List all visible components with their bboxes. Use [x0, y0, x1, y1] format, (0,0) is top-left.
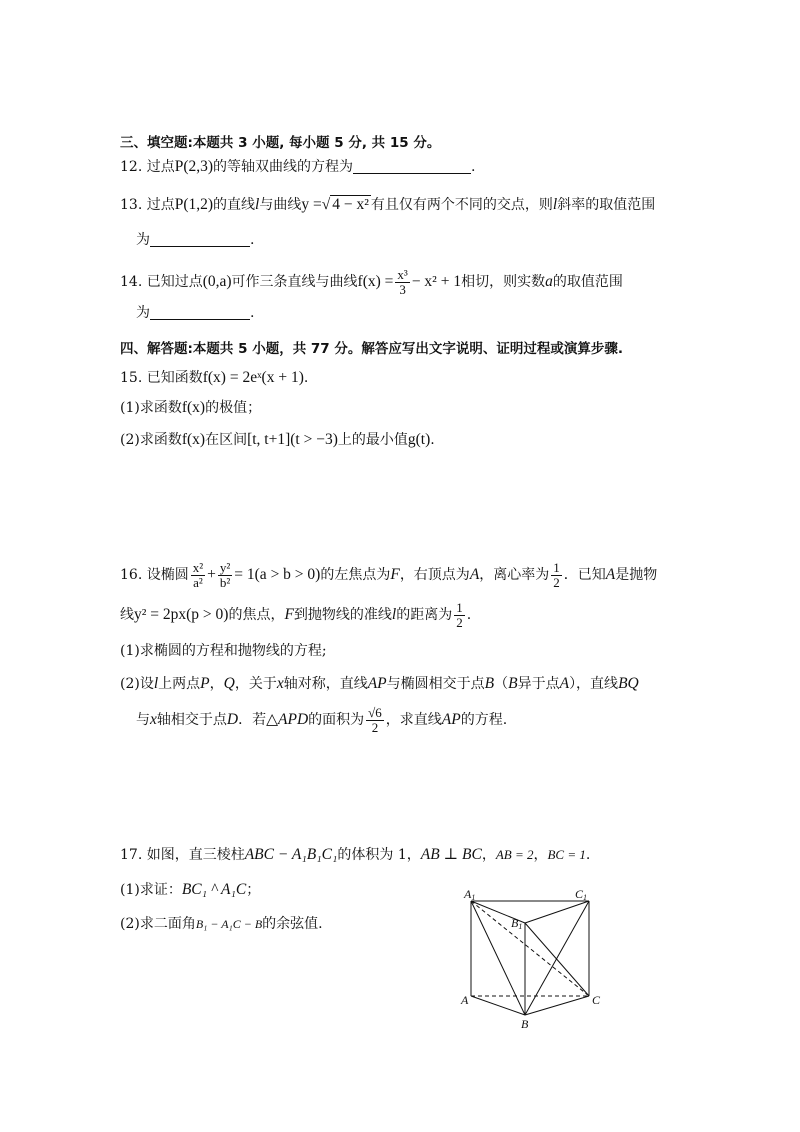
q15-text-1: 已知函数	[146, 370, 203, 386]
q14-func-lhs: f(x) =	[357, 273, 394, 291]
q17-number: 17.	[120, 847, 143, 863]
q14-var-a: a	[545, 273, 553, 291]
question-15-part-1: (1)求函数f(x)的极值；	[120, 399, 262, 416]
label-C1: C1	[575, 887, 588, 902]
q16-frac-x: $\frac{\text{x²}}{\text{a²}}$	[192, 559, 204, 590]
question-16-part-2-cont: 与x轴相交于点D．若△APD的面积为 $\frac{√6}{2}$ ，求直线AP的方程.	[136, 704, 508, 735]
section-4-heading: 四、解答题:本题共 5 小题，共 77 分。解答应写出文字说明、证明过程或演算步骤.	[120, 341, 624, 357]
q13-curve-lhs: y =	[301, 196, 322, 213]
q12-end: .	[471, 159, 476, 175]
q16-number: 16.	[120, 567, 143, 583]
q13-number: 13.	[120, 197, 143, 213]
question-12	[120, 157, 476, 177]
label-A1: A1	[464, 887, 476, 902]
q14-fraction: $\frac{\text{x³}}{3}$	[397, 267, 408, 297]
question-14-cont	[136, 303, 254, 323]
label-B1: B1	[511, 916, 523, 931]
q13-point: P(1,2)	[174, 196, 214, 213]
q14-text-1: 已知过点	[146, 274, 203, 291]
q12-point: P(2,3)	[174, 158, 214, 175]
q14-text-5: 为	[136, 305, 150, 321]
prism-figure	[455, 885, 605, 1030]
question-16-part-1: (1)求椭圆的方程和抛物线的方程;	[120, 643, 327, 659]
question-17-part-2: (2)求二面角B₁ − A₁C − B的余弦值.	[120, 916, 323, 932]
q13-text-1: 过点	[146, 197, 175, 213]
question-16-part-2: (2)设l上两点P，Q，关于x轴对称，直线AP与椭圆相交于点B（B异于点A），直线BQ	[120, 675, 639, 692]
question-14	[120, 268, 623, 296]
q13-answer-blank[interactable]	[150, 232, 250, 247]
q14-text-2: 可作三条直线与曲线	[231, 274, 358, 291]
q14-text-4: 的取值范围	[552, 274, 623, 291]
section-3-heading: 三、填空题:本题共 3 小题, 每小题 5 分, 共 15 分。	[120, 135, 441, 151]
q16-frac-area: $\frac{√6}{2}$	[368, 704, 382, 735]
question-15: 15. 已知函数f(x) = 2eˣ(x + 1).	[120, 369, 309, 386]
q14-point: (0,a)	[202, 273, 232, 291]
q13-text-5: 斜率的取值范围	[557, 197, 656, 213]
q16-frac-y: $\frac{\text{y²}}{\text{b²}}$	[219, 559, 231, 590]
question-16-line-2: 线y² = 2px(p > 0)的焦点，F到抛物线的准线l的距离为 $\frac{1}{2}$ .	[120, 599, 472, 630]
q14-text-3: 相切，则实数	[461, 274, 546, 291]
q13-text-2: 的直线	[213, 197, 256, 213]
q13-curve-radicand: 4 − x²	[332, 196, 369, 213]
question-17-part-1: (1)求证：BC₁ ^ A₁C；	[120, 881, 261, 898]
q13-text-4: 有且仅有两个不同的交点，则	[370, 197, 553, 213]
question-17: 17. 如图，直三棱柱ABC − A₁B₁C₁的体积为 1，AB ⊥ BC，AB = 2，BC = 1.	[120, 846, 591, 863]
q12-answer-blank[interactable]	[353, 159, 471, 174]
label-B: B	[521, 1017, 529, 1030]
q15-number: 15.	[120, 370, 143, 386]
question-16: 16. 设椭圆 $\frac{\text{x²}}{\text{a²}}$ + $\frac{\text{y²}}{\text{b²}}$ = 1(a > b > 0)的左焦点为F，右顶点为A，离心率为 $\frac{1}{2}$ ．已知A是抛物	[120, 559, 658, 590]
q14-func-rest: − x² + 1	[411, 273, 462, 291]
q16-frac-dist: $\frac{1}{2}$	[456, 599, 463, 630]
q13-text-3: 与曲线	[259, 197, 302, 213]
q12-number: 12.	[120, 159, 143, 175]
q14-answer-blank[interactable]	[150, 305, 250, 320]
q15-function: f(x) = 2eˣ(x + 1)	[202, 369, 304, 386]
q16-frac-ecc: $\frac{1}{2}$	[553, 559, 560, 590]
label-A: A	[461, 993, 469, 1007]
q13-line-l: l	[255, 196, 260, 213]
question-15-part-2: (2)求函数f(x)在区间[t, t+1](t > −3)上的最小值g(t).	[120, 431, 435, 448]
q12-text-1: 过点	[146, 159, 175, 175]
label-C: C	[592, 993, 601, 1007]
q13-end: .	[250, 232, 255, 248]
q14-end: .	[250, 305, 255, 321]
question-13-cont	[136, 230, 254, 250]
q13-text-6: 为	[136, 232, 150, 248]
q12-text-2: 的等轴双曲线的方程为	[213, 159, 354, 175]
question-13: 13. 过点P(1,2)的直线l与曲线y =√ 4 − x² 有且仅有两个不同的交点，则l斜率的取值范围	[120, 196, 656, 213]
q13-line-l-2: l	[552, 196, 558, 213]
q14-number: 14.	[120, 274, 143, 291]
